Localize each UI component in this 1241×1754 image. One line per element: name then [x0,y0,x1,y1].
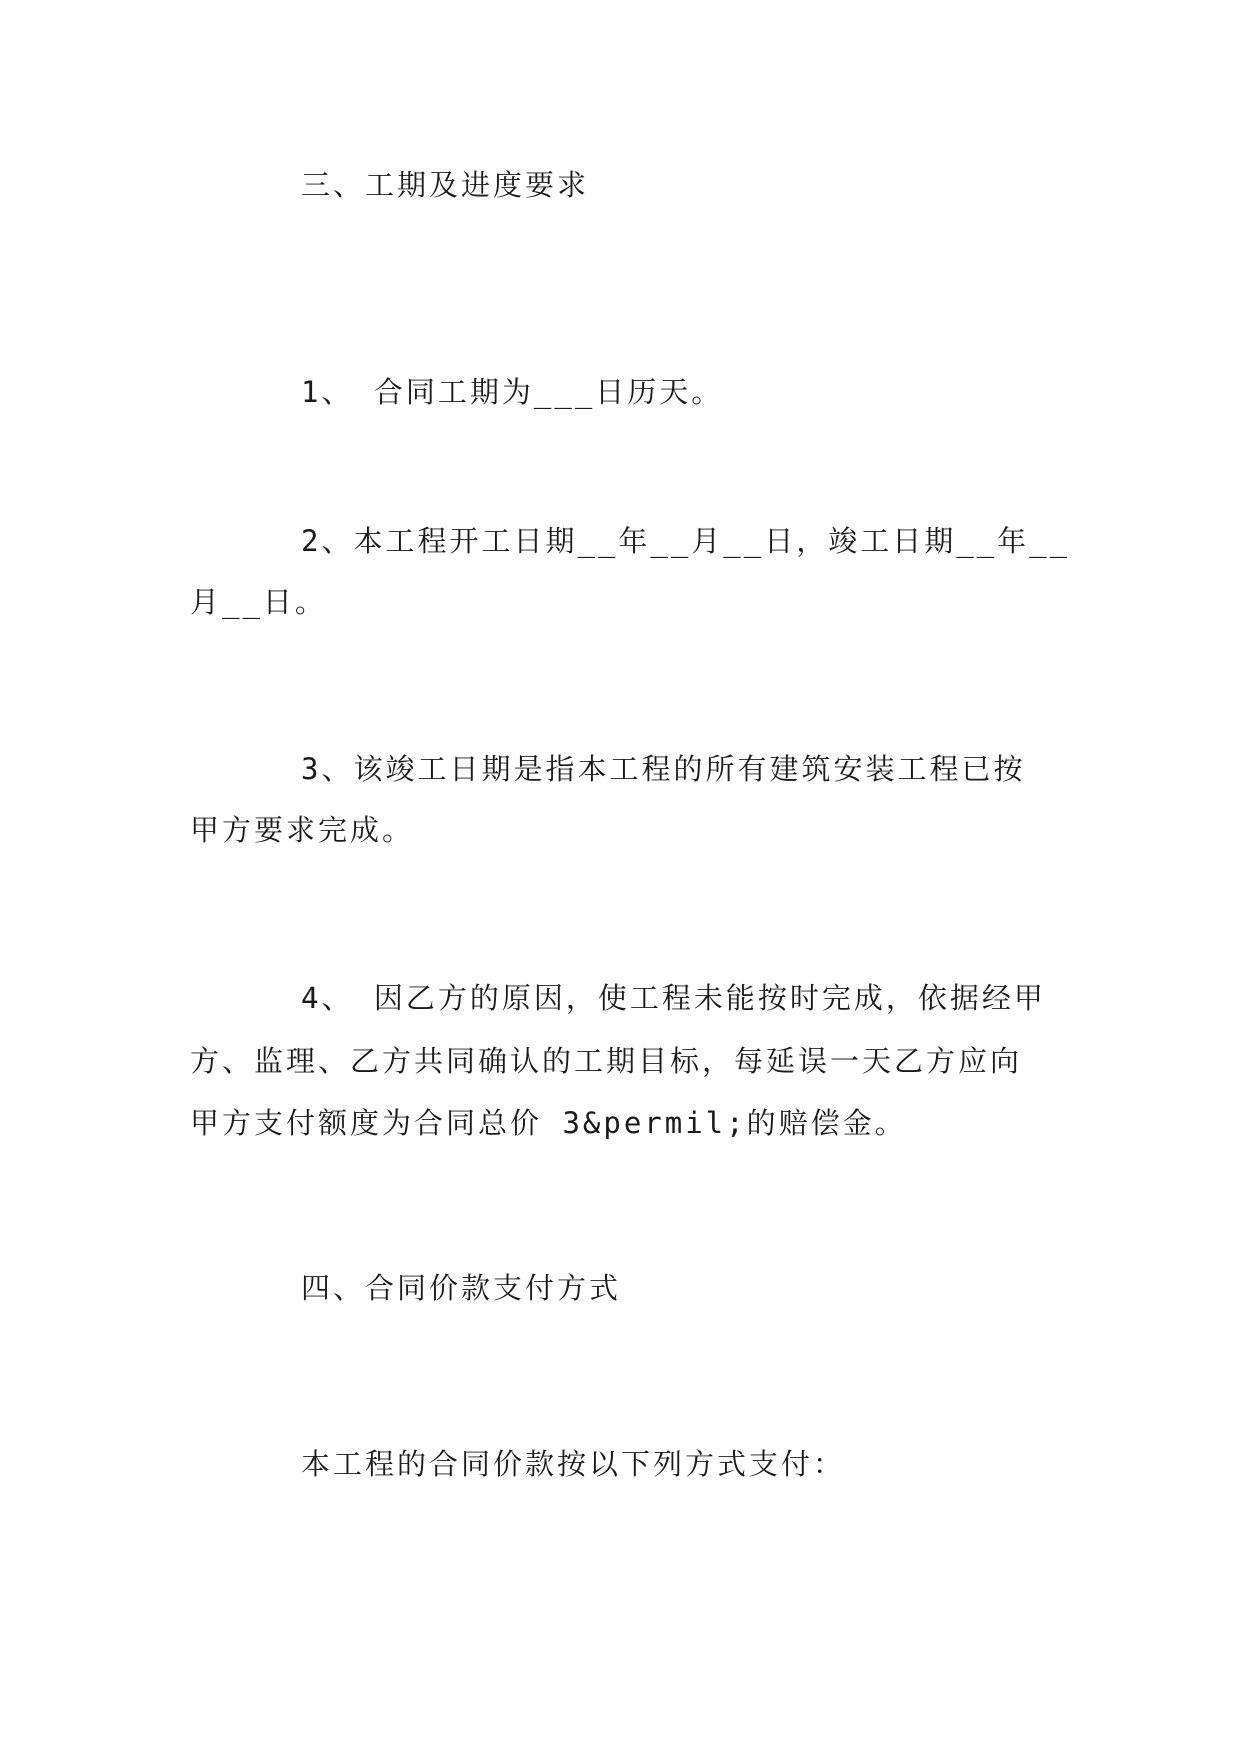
clause-3-text: 3、该竣工日期是指本工程的所有建筑安装工程已按 [301,752,1026,786]
clause-4-text: 4、 因乙方的原因，使工程未能按时完成，依据经甲 [301,981,1046,1015]
payment-intro-text: 本工程的合同价款按以下列方式支付： [301,1447,846,1481]
clause-2-text: 2、本工程开工日期__年__月__日，竣工日期__年__ [301,524,1071,558]
clause-3-text-cont: 甲方要求完成。 [190,813,415,847]
clause-4-text-cont-1: 方、监理、乙方共同确认的工期目标，每延误一天乙方应向 [190,1044,1023,1078]
section-heading-payment: 四、合同价款支付方式 [301,1271,622,1305]
clause-4-text-cont-2: 甲方支付额度为合同总价 3&permil;的赔偿金。 [190,1106,907,1140]
clause-1-text: 1、 合同工期为___日历天。 [301,375,724,409]
section-heading-schedule: 三、工期及进度要求 [301,168,590,202]
clause-2-text-cont: 月__日。 [190,585,327,619]
